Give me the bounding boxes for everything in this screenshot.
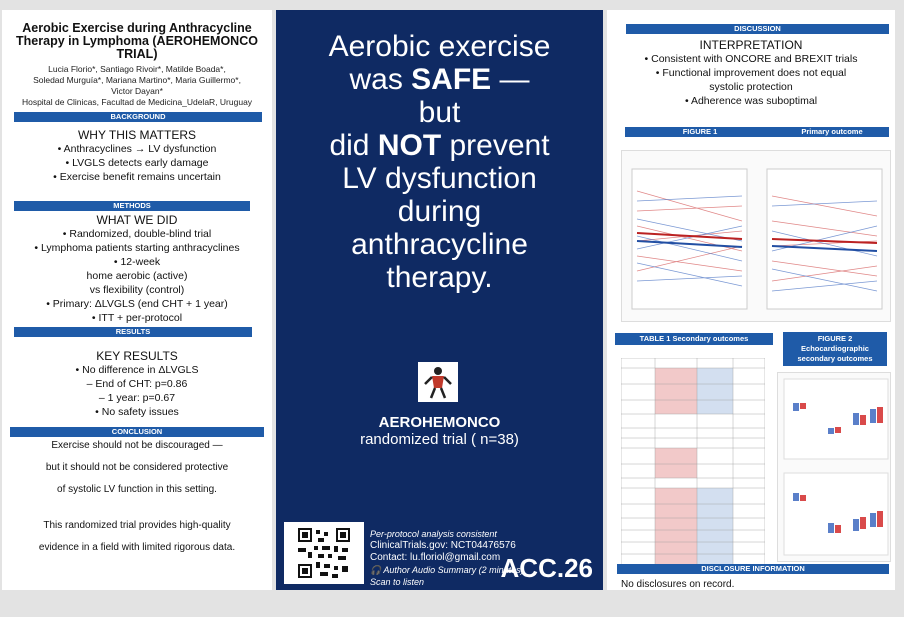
figure2-chart bbox=[777, 372, 891, 562]
background-item: • Exercise benefit remains uncertain bbox=[53, 171, 221, 183]
headline-text: prevent bbox=[441, 129, 550, 162]
headline bbox=[276, 30, 603, 294]
qr-code[interactable] bbox=[284, 522, 364, 584]
interpretation-item: systolic protection bbox=[709, 81, 793, 93]
figure1-header bbox=[625, 127, 889, 137]
headline-emph: NOT bbox=[377, 129, 442, 162]
conclusion-line: evidence in a field with limited rigorous data. bbox=[38, 542, 236, 553]
headline-line: but bbox=[418, 96, 461, 129]
authors bbox=[2, 64, 272, 108]
trial-design: randomized trial ( n=38) bbox=[360, 431, 519, 448]
headline-line: Aerobic exercise bbox=[328, 30, 551, 63]
headline-text: — bbox=[491, 63, 530, 96]
interpretation-item: • Consistent with ONCORE and BREXIT trials bbox=[644, 53, 858, 65]
results-item: – End of CHT: p=0.86 bbox=[86, 378, 188, 390]
methods-item: • ITT + per-protocol bbox=[91, 312, 183, 324]
pp-line: Per-protocol analysis consistent bbox=[370, 529, 497, 539]
table1-label: TABLE 1 Secondary outcomes bbox=[615, 333, 773, 345]
figure1-chart bbox=[621, 150, 891, 322]
results-bar: RESULTS bbox=[14, 327, 252, 337]
disclosure-text: No disclosures on record. bbox=[621, 579, 735, 590]
audio-line: 🎧 Author Audio Summary (2 minutes) bbox=[370, 565, 524, 575]
methods-item: • Randomized, double-blind trial bbox=[62, 228, 212, 240]
methods-bar: METHODS bbox=[14, 201, 250, 211]
conclusion-line: This randomized trial provides high-quality bbox=[43, 520, 231, 531]
headline-text: was bbox=[349, 63, 412, 96]
results-item: • No difference in ΔLVGLS bbox=[75, 364, 199, 376]
headline-line: LV dysfunction bbox=[342, 162, 537, 195]
results-item: – 1 year: p=0.67 bbox=[98, 392, 176, 404]
figure2-sub: secondary outcomes bbox=[797, 354, 873, 363]
table1 bbox=[621, 358, 765, 566]
conclusion-line: Exercise should not be discouraged — bbox=[51, 440, 223, 451]
interpretation-head: INTERPRETATION bbox=[699, 38, 803, 52]
conclusion-line: but it should not be considered protective bbox=[45, 462, 229, 473]
figure2-sub: Echocardiographic bbox=[801, 344, 869, 353]
interpretation-item: • Adherence was suboptimal bbox=[684, 95, 818, 107]
figure2-header bbox=[783, 332, 887, 366]
results-head: KEY RESULTS bbox=[96, 349, 178, 363]
headline-line bbox=[276, 63, 603, 96]
methods-head: WHAT WE DID bbox=[96, 213, 178, 227]
background-head: WHY THIS MATTERS bbox=[77, 128, 196, 142]
discussion-bar: DISCUSSION bbox=[626, 24, 889, 34]
interpretation-item: • Functional improvement does not equal bbox=[655, 67, 847, 79]
headline-emph: SAFE bbox=[411, 63, 492, 96]
primary-outcome-label: Primary outcome bbox=[775, 127, 889, 137]
conclusion-line: of systolic LV function in this setting. bbox=[57, 484, 217, 495]
figure1-label: FIGURE 1 bbox=[625, 127, 775, 137]
center-panel bbox=[276, 10, 603, 590]
background-item: • Anthracyclines → LV dysfunction bbox=[57, 143, 217, 155]
clinicaltrials-line: ClinicalTrials.gov: NCT04476576 bbox=[370, 540, 516, 551]
author-line: Lucia Florio*, Santiago Rivoir*, Matilde Boada*, bbox=[48, 64, 226, 74]
contact-line: Contact: lu.floriol@gmail.com bbox=[370, 552, 501, 563]
disclosure-bar: DISCLOSURE INFORMATION bbox=[617, 564, 889, 574]
exercise-icon bbox=[418, 362, 458, 402]
background-item: • LVGLS detects early damage bbox=[65, 157, 209, 169]
results-item: • No safety issues bbox=[95, 406, 179, 418]
methods-item: vs flexibility (control) bbox=[89, 284, 185, 296]
acc-logo: ACC.26 bbox=[500, 553, 593, 583]
headline-line: therapy. bbox=[386, 261, 493, 294]
headline-text: did bbox=[329, 129, 378, 162]
methods-item: home aerobic (active) bbox=[86, 270, 188, 282]
methods-item: • Lymphoma patients starting anthracyclines bbox=[34, 242, 240, 254]
conclusion-line bbox=[2, 501, 272, 515]
trial-name: AEROHEMONCO bbox=[378, 414, 501, 431]
methods-item: • 12-week bbox=[113, 256, 161, 268]
right-panel bbox=[607, 10, 895, 590]
figure2-label: FIGURE 2 bbox=[817, 334, 853, 343]
conclusion-bar: CONCLUSION bbox=[10, 427, 264, 437]
affiliation: Hospital de Clinicas, Facultad de Medicina_UdelaR, Uruguay bbox=[21, 97, 253, 107]
left-panel bbox=[2, 10, 272, 590]
headline-line: during bbox=[397, 195, 482, 228]
author-line: Victor Dayan* bbox=[111, 86, 163, 96]
headline-line: anthracycline bbox=[351, 228, 528, 261]
poster-title: Aerobic Exercise during Anthracycline Therapy in Lymphoma (AEROHEMONCO TRIAL) bbox=[16, 21, 258, 61]
methods-item: • Primary: ΔLVGLS (end CHT + 1 year) bbox=[46, 298, 228, 310]
scan-line: Scan to listen bbox=[370, 577, 425, 587]
background-bar: BACKGROUND bbox=[14, 112, 262, 122]
author-line: Soledad Murguía*, Mariana Martino*, Maria Guillermo*, bbox=[33, 75, 241, 85]
headline-line bbox=[276, 129, 603, 162]
